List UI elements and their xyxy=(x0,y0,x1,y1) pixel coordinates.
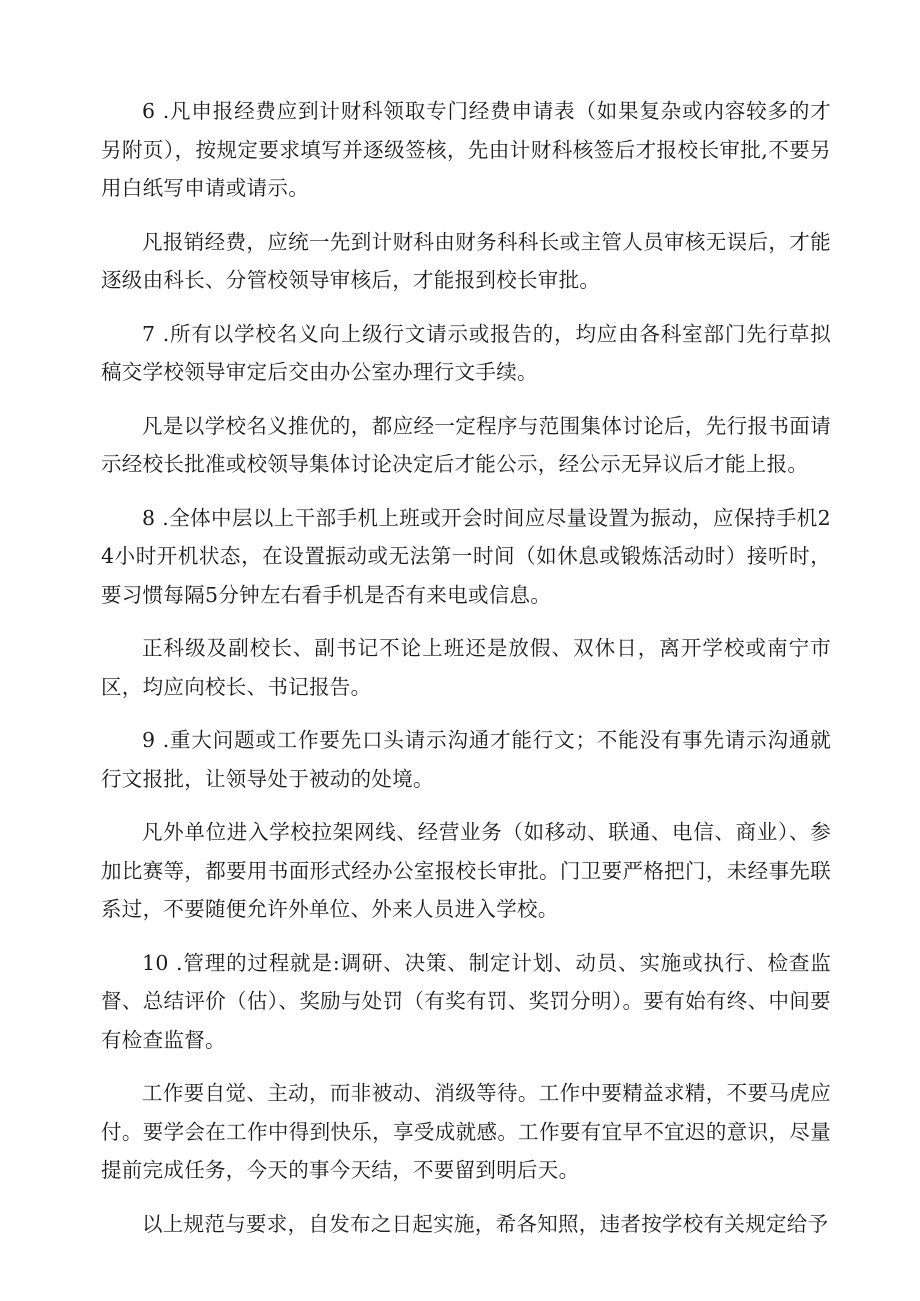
document-page xyxy=(101,92,831,1243)
paragraph-leave-report: 正科级及副校长、副书记不论上班还是放假、双休日，离开学校或南宁市区，均应向校长、书记报告。 xyxy=(101,636,831,699)
paragraph-item-6: 6 .凡申报经费应到计财科领取专门经费申请表（如果复杂或内容较多的才另附页），按规定要求填写并逐级签核，先由计财科核签后才报校长审批,不要另用白纸写申请或请示。 xyxy=(101,99,831,200)
paragraph-recommendation: 凡是以学校名义推优的，都应经一定程序与范围集体讨论后，先行报书面请示经校长批准或校领导集体讨论决定后才能公示，经公示无异议后才能上报。 xyxy=(101,413,831,476)
paragraph-external-units: 凡外单位进入学校拉架网线、经营业务（如移动、联通、电信、商业）、参加比赛等，都要用书面形式经办公室报校长审批。门卫要严格把门，未经事先联系过，不要随便允许外单位、外来人员进入学校。 xyxy=(101,820,831,921)
paragraph-item-8: 8 .全体中层以上干部手机上班或开会时间应尽量设置为振动，应保持手机24小时开机状态，在设置振动或无法第一时间（如休息或锻炼活动时）接听时，要习惯每隔5分钟左右看手机是否有来电或信息。 xyxy=(101,505,831,607)
paragraph-work-attitude: 工作要自觉、主动，而非被动、消级等待。工作中要精益求精，不要马虎应付。要学会在工作中得到快乐，享受成就感。工作要有宜早不宜迟的意识，尽量提前完成任务，今天的事今天结，不要留到明后天。 xyxy=(101,1081,831,1182)
paragraph-item-9: 9 .重大问题或工作要先口头请示沟通才能行文；不能没有事先请示沟通就行文报批，让领导处于被动的处境。 xyxy=(101,728,831,791)
paragraph-item-10: 10 .管理的过程就是:调研、决策、制定计划、动员、实施或执行、检查监督、总结评价（估）、奖励与处罚（有奖有罚、奖罚分明）。要有始有终、中间要有检查监督。 xyxy=(101,950,831,1052)
paragraph-item-7: 7 .所有以学校名义向上级行文请示或报告的，均应由各科室部门先行草拟稿交学校领导审定后交由办公室办理行文手续。 xyxy=(101,321,831,384)
paragraph-expense-reimbursement: 凡报销经费，应统一先到计财科由财务科科长或主管人员审核无误后，才能逐级由科长、分管校领导审核后，才能报到校长审批。 xyxy=(101,229,831,292)
paragraph-closing: 以上规范与要求，自发布之日起实施，希各知照，违者按学校有关规定给予 xyxy=(142,1211,829,1236)
